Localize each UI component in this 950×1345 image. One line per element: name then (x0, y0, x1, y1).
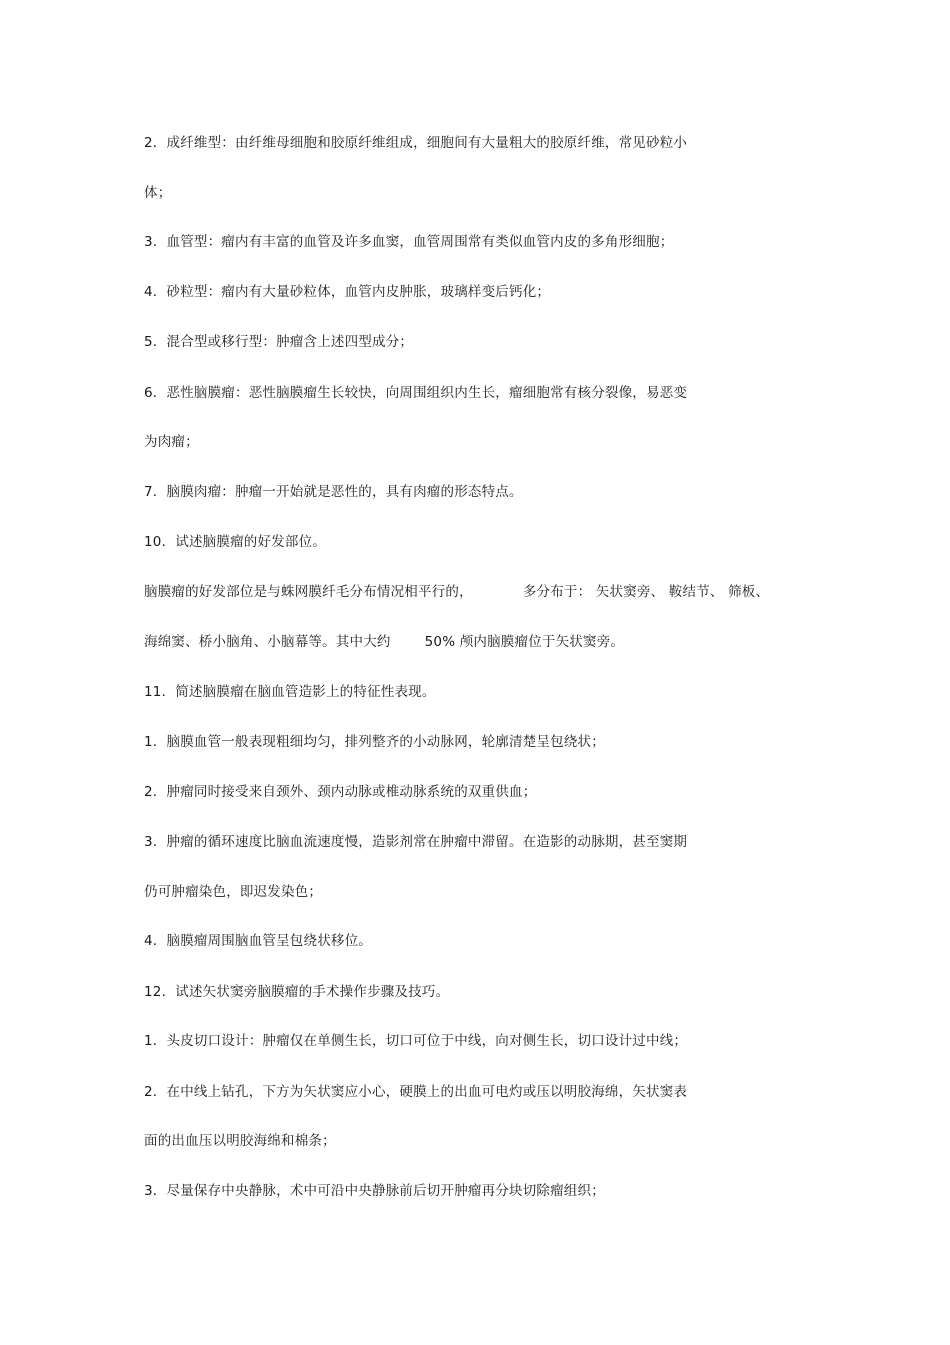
text-line: 3．肿瘤的循环速度比脑血流速度慢，造影剂常在肿瘤中滞留。在造影的动脉期，甚至窦期 (144, 834, 688, 850)
text-line (144, 583, 769, 601)
text-segment: 多分布于： 矢状窦旁、 鞍结节、 筛板、 (522, 584, 770, 600)
text-line: 为肉瘤； (144, 434, 199, 450)
text-line: 2．肿瘤同时接受来自颈外、颈内动脉或椎动脉系统的双重供血； (144, 784, 537, 800)
question-heading: 11．简述脑膜瘤在脑血管造影上的特征性表现。 (144, 684, 436, 700)
text-line: 面的出血压以明胶海绵和棉条； (144, 1133, 336, 1149)
text-segment: 脑膜瘤的好发部位是与蛛网膜纤毛分布情况相平行的， (144, 584, 473, 600)
question-heading: 12．试述矢状窦旁脑膜瘤的手术操作步骤及技巧。 (144, 984, 450, 1000)
text-line: 体； (144, 185, 172, 201)
text-line: 2．在中线上钻孔，下方为矢状窦应小心，硬膜上的出血可电灼或压以明胶海绵，矢状窦表 (144, 1084, 688, 1100)
text-line: 4．砂粒型：瘤内有大量砂粒体，血管内皮肿胀，玻璃样变后钙化； (144, 284, 551, 300)
text-line: 7．脑膜肉瘤：肿瘤一开始就是恶性的，具有肉瘤的形态特点。 (144, 484, 523, 500)
text-segment: 海绵窦、桥小脑角、小脑幕等。其中大约 (144, 634, 391, 650)
text-line: 3．尽量保存中央静脉，术中可沿中央静脉前后切开肿瘤再分块切除瘤组织； (144, 1183, 605, 1199)
text-line: 2．成纤维型：由纤维母细胞和胶原纤维组成，细胞间有大量粗大的胶原纤维，常见砂粒小 (144, 135, 688, 151)
text-line (144, 633, 624, 651)
question-heading: 10．试述脑膜瘤的好发部位。 (144, 534, 326, 550)
text-line: 1．脑膜血管一般表现粗细均匀，排列整齐的小动脉网，轮廓清楚呈包绕状； (144, 734, 605, 750)
text-line: 仍可肿瘤染色，即迟发染色； (144, 884, 323, 900)
text-line: 5．混合型或移行型：肿瘤含上述四型成分； (144, 334, 414, 350)
text-line: 4．脑膜瘤周围脑血管呈包绕状移位。 (144, 933, 372, 949)
text-line: 6．恶性脑膜瘤：恶性脑膜瘤生长较快，向周围组织内生长，瘤细胞常有核分裂像，易恶变 (144, 385, 688, 401)
text-segment: 50% 颅内脑膜瘤位于矢状窦旁。 (424, 634, 625, 650)
text-line: 3．血管型：瘤内有丰富的血管及许多血窦，血管周围常有类似血管内皮的多角形细胞； (144, 234, 674, 250)
text-line: 1．头皮切口设计：肿瘤仅在单侧生长，切口可位于中线，向对侧生长，切口设计过中线； (144, 1033, 688, 1049)
